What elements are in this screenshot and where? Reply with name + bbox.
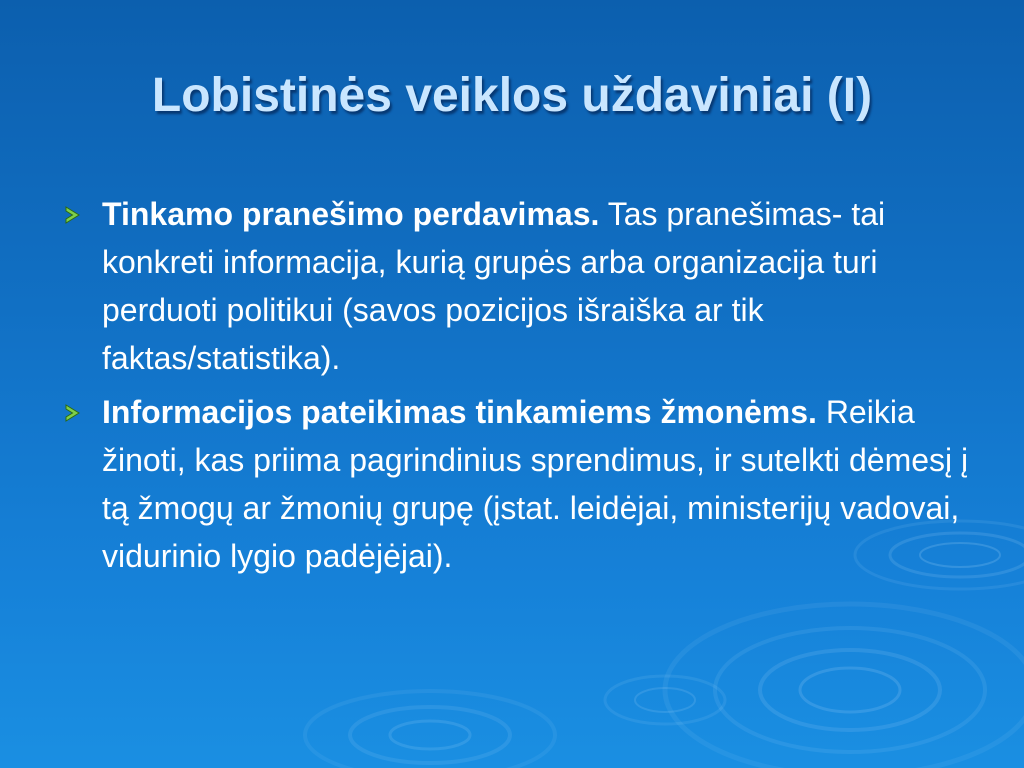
bullet-lead-text: Tinkamo pranešimo perdavimas. bbox=[102, 196, 600, 232]
bullet-item-message bbox=[62, 190, 972, 382]
bullet-list bbox=[62, 190, 972, 586]
chevron-right-icon bbox=[62, 402, 84, 424]
bullet-item-audience bbox=[62, 388, 972, 580]
slide-title: Lobistinės veiklos uždaviniai (I) bbox=[151, 69, 873, 122]
bullet-body-text: Tas pranešimas- tai konkreti informacija, kurią grupės arba organizacija turi perduoti politikui (savos pozicijos išraiška ar tik faktas/statistika). bbox=[102, 196, 886, 376]
bullet-lead-text: Informacijos pateikimas tinkamiems žmonėms. bbox=[102, 394, 817, 430]
bullet-body-text: Reikia žinoti, kas priima pagrindinius sprendimus, ir sutelkti dėmesį į tą žmogų ar žmonių grupę (įstat. leidėjai, ministerijų vadovai, vidurinio lygio padėjėjai). bbox=[102, 394, 969, 574]
chevron-right-icon bbox=[62, 204, 84, 226]
